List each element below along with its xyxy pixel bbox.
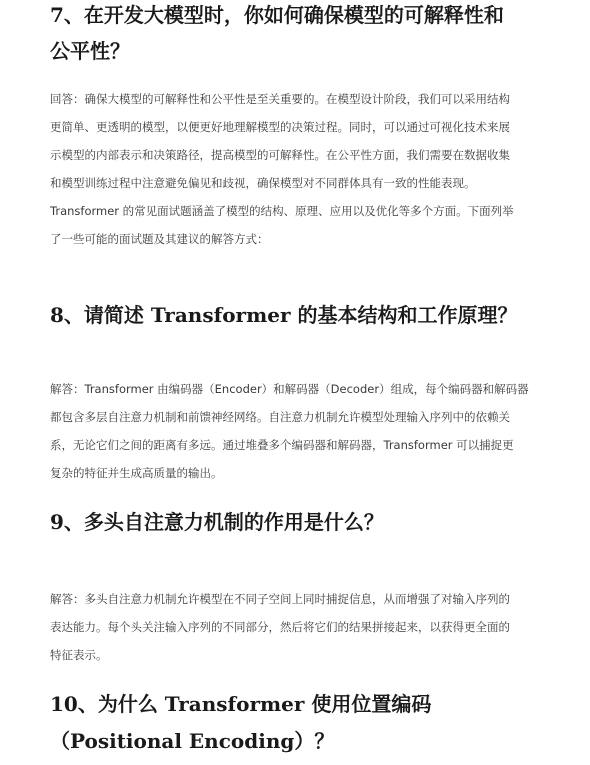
answer-q7-line: 更简单、更透明的模型，以便更好地理解模型的决策过程。同时，可以通过可视化技术来展 xyxy=(50,120,510,134)
answer-q8 xyxy=(50,375,544,487)
answer-q9 xyxy=(50,585,544,669)
answer-q8-line: 解答：Transformer 由编码器（Encoder）和解码器（Decoder）组成，每个编码器和解码器 xyxy=(50,382,529,396)
answer-q8-line: 系，无论它们之间的距离有多远。通过堆叠多个编码器和解码器，Transformer 可以捕捉更 xyxy=(50,438,514,452)
heading-q7-line-1: 7、在开发大模型时，你如何确保模型的可解释性和 xyxy=(50,3,504,27)
answer-q8-line: 都包含多层自注意力机制和前馈神经网络。自注意力机制允许模型处理输入序列中的依赖关 xyxy=(50,410,510,424)
heading-q7-line-2: 公平性？ xyxy=(50,39,130,63)
answer-q7-line: 回答：确保大模型的可解释性和公平性是至关重要的。在模型设计阶段，我们可以采用结构 xyxy=(50,92,510,106)
answer-q8-line: 复杂的特征并生成高质量的输出。 xyxy=(50,466,223,480)
answer-q7 xyxy=(50,85,544,253)
heading-q8: 8、请简述 Transformer 的基本结构和工作原理？ xyxy=(50,303,518,327)
answer-q7-line: 和模型训练过程中注意避免偏见和歧视，确保模型对不同群体具有一致的性能表现。 xyxy=(50,176,476,190)
answer-q7-line: Transformer 的常见面试题涵盖了模型的结构、原理、应用以及优化等多个方面。下面列举 xyxy=(50,204,514,218)
answer-q7-line: 示模型的内部表示和决策路径，提高模型的可解释性。在公平性方面，我们需要在数据收集 xyxy=(50,148,510,162)
heading-q10-line-2: （Positional Encoding）？ xyxy=(50,729,335,753)
heading-q10-line-1: 10、为什么 Transformer 使用位置编码 xyxy=(50,692,432,716)
answer-q7-line: 了一些可能的面试题及其建议的解答方式： xyxy=(50,232,269,246)
heading-q9: 9、多头自注意力机制的作用是什么？ xyxy=(50,510,384,534)
answer-q9-line: 特征表示。 xyxy=(50,648,108,662)
answer-q9-line: 解答：多头自注意力机制允许模型在不同子空间上同时捕捉信息，从而增强了对输入序列的 xyxy=(50,592,510,606)
answer-q9-line: 表达能力。每个头关注输入序列的不同部分，然后将它们的结果拼接起来，以获得更全面的 xyxy=(50,620,510,634)
